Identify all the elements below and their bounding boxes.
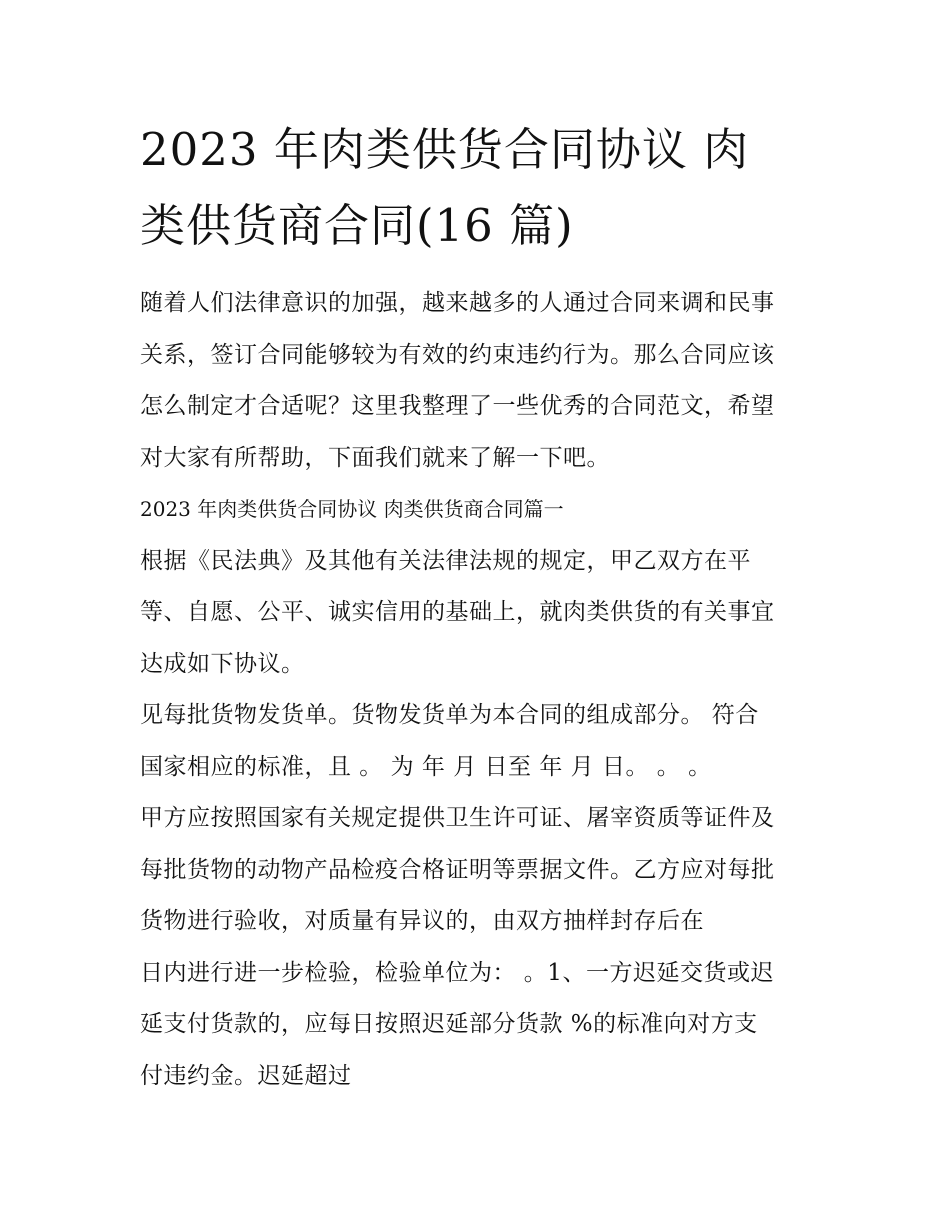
title-line-2: 类供货商合同(16 篇) <box>140 199 574 252</box>
text-line: 关系，签订合同能够较为有效的约束违约行为。那么合同应该 <box>140 341 775 368</box>
section-heading: 2023 年肉类供货合同协议 肉类供货商合同篇一 <box>140 497 564 521</box>
document-title <box>140 112 820 264</box>
text-line: 延支付货款的，应每日按照迟延部分货款 %的标准向对方支 <box>140 1011 758 1037</box>
text-line: 每批货物的动物产品检疫合格证明等票据文件。乙方应对每批 <box>140 856 775 883</box>
text-line: 达成如下协议。 <box>140 650 305 677</box>
title-line-1: 2023 年肉类供货合同协议 肉 <box>140 123 750 176</box>
text-line: 见每批货物发货单。货物发货单为本合同的组成部分。 符合 <box>140 702 759 728</box>
text-line: 怎么制定才合适呢？这里我整理了一些优秀的合同范文，希望 <box>140 393 775 419</box>
text-line: 等、自愿、公平、诚实信用的基础上，就肉类供货的有关事宜 <box>140 599 775 625</box>
text-line: 付违约金。迟延超过 <box>140 1062 352 1089</box>
text-line: 货物进行验收，对质量有异议的，由双方抽样封存后在 <box>140 908 704 934</box>
text-line: 根据《民法典》及其他有关法律法规的规定，甲乙双方在平 <box>140 547 751 574</box>
text-line: 随着人们法律意识的加强，越来越多的人通过合同来调和民事 <box>140 290 775 316</box>
document-body <box>140 278 820 1102</box>
text-line: 国家相应的标准，且 。 为 年 月 日至 年 月 日。 。 。 <box>140 753 712 780</box>
text-line: 甲方应按照国家有关规定提供卫生许可证、屠宰资质等证件及 <box>140 805 775 831</box>
text-line: 对大家有所帮助，下面我们就来了解一下吧。 <box>140 444 610 471</box>
text-line: 日内进行进一步检验，检验单位为： 。1、一方迟延交货或迟 <box>140 959 774 986</box>
